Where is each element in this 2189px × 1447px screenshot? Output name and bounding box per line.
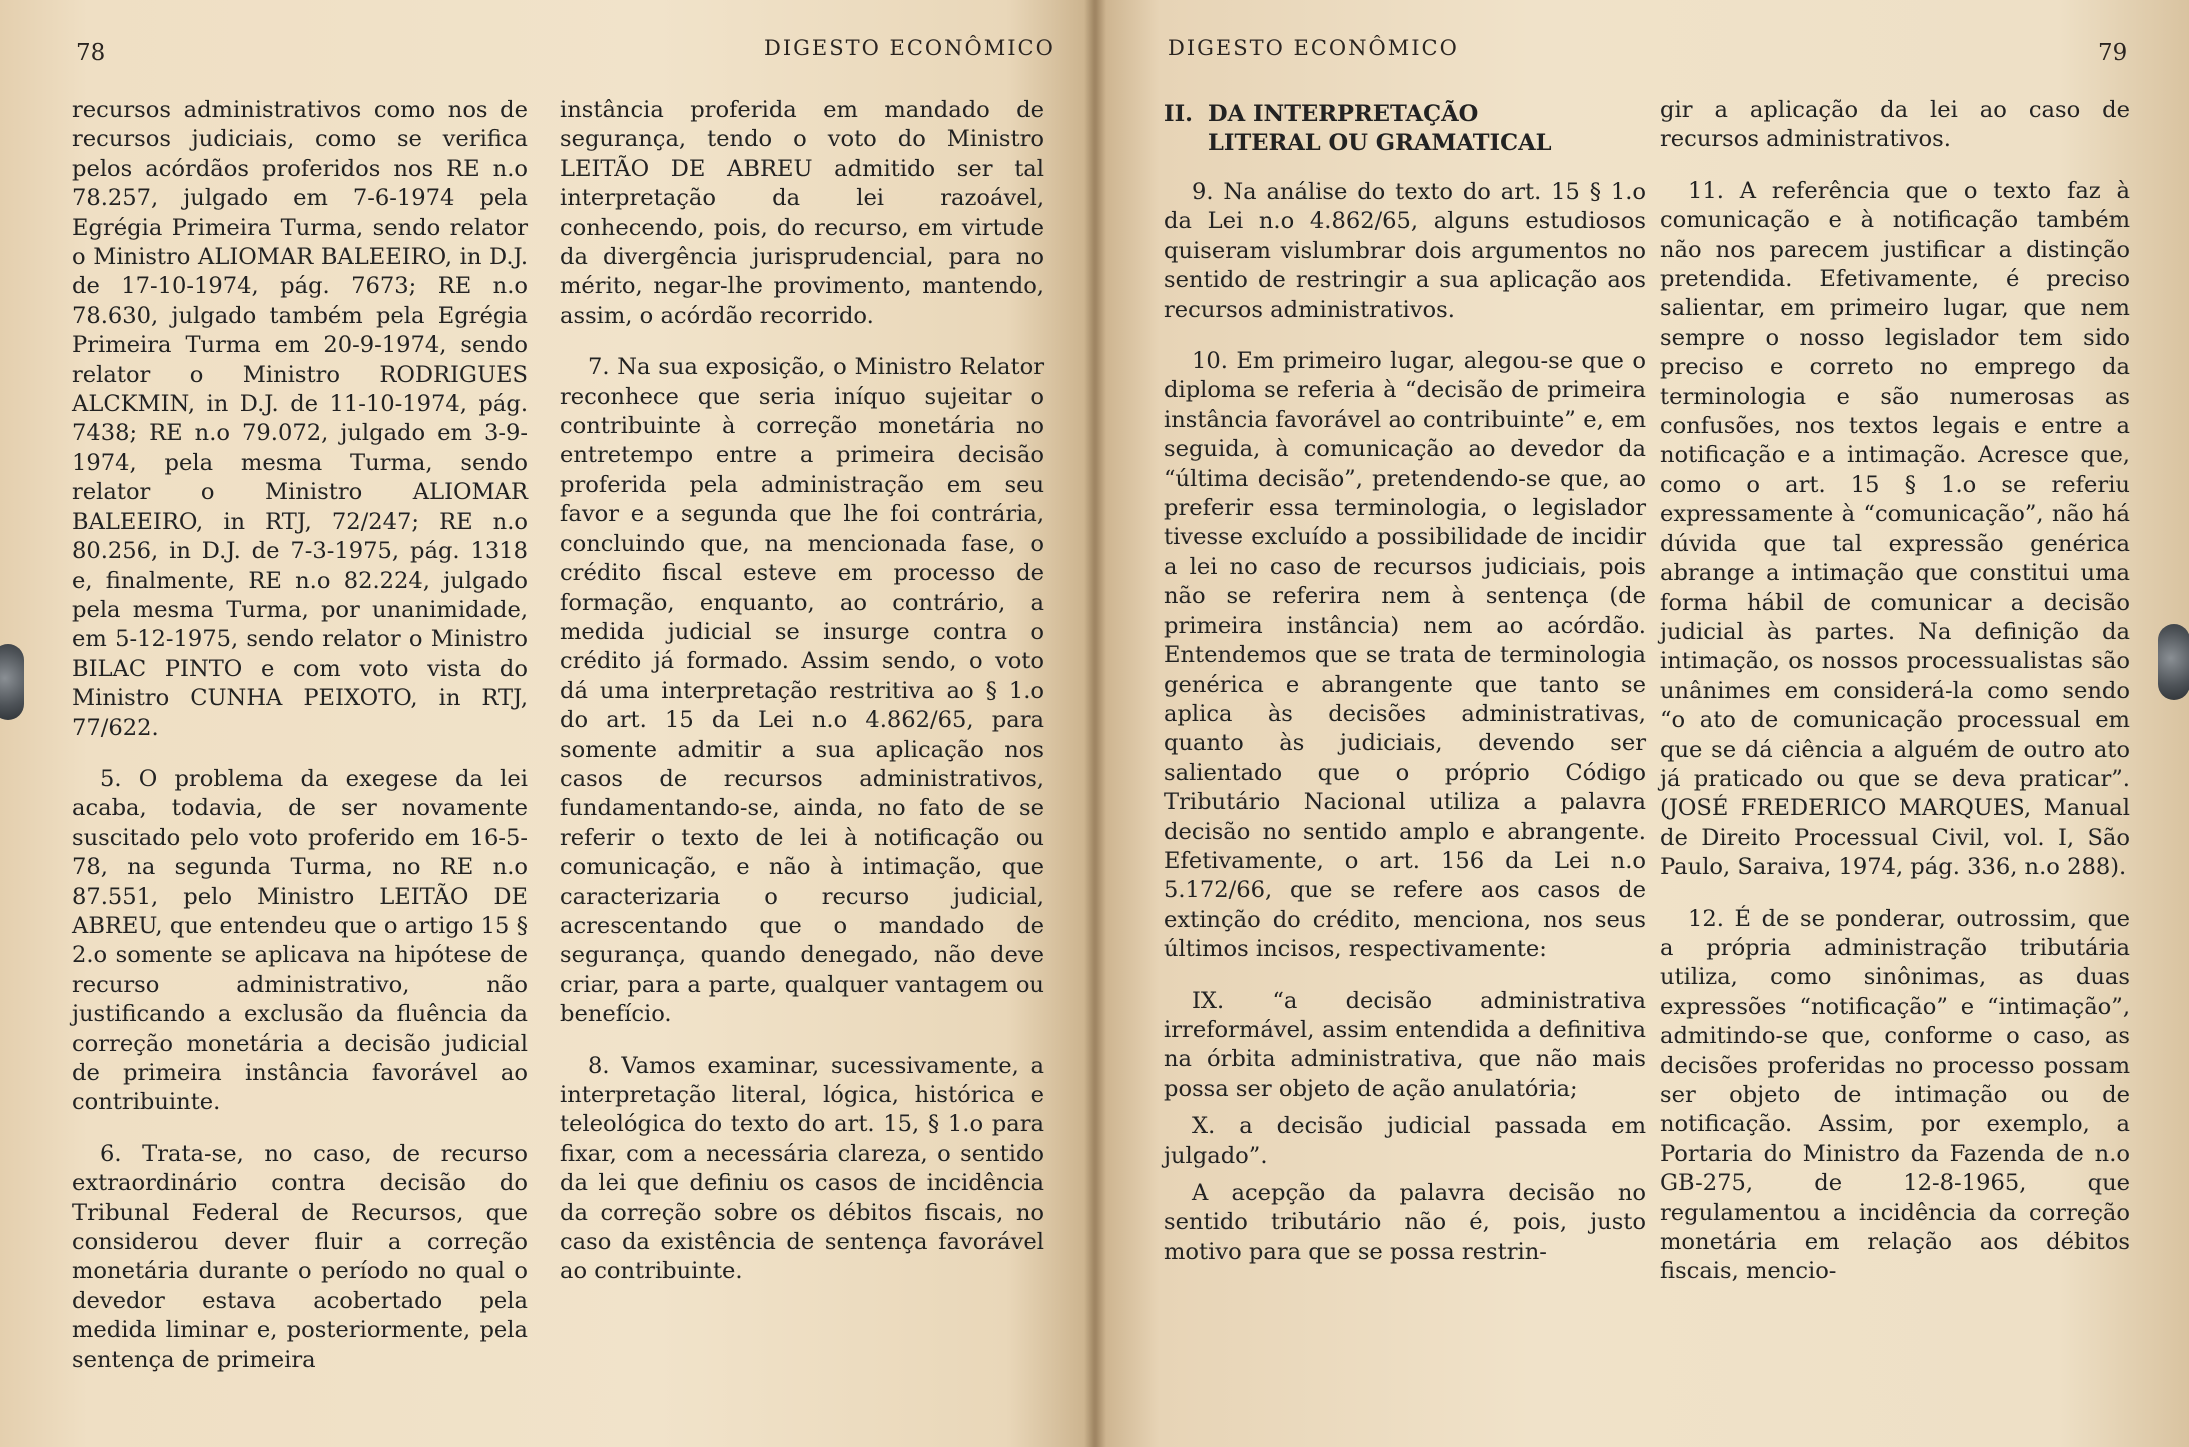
binding-rivet-icon <box>2158 624 2189 700</box>
left-page-column-2 <box>560 96 1044 1309</box>
paragraph: 5. O problema da exegese da lei acaba, todavia, de ser novamente suscitado pelo voto proferido em 16-5-78, na segunda Turma, no RE n.o 87.551, pelo Ministro LEITÃO DE ABREU, que entendeu que o artigo 15 § 2.o somente se aplicava na hipótese de recurso administrativo, não justificando a exclusão da fluência da correção monetária a decisão judicial de primeira instância favorável ao contribuinte. <box>72 765 528 1116</box>
binding-rivet-icon <box>0 644 24 720</box>
book-gutter <box>1084 0 1106 1447</box>
paragraph: 9. Na análise do texto do art. 15 § 1.o da Lei n.o 4.862/65, alguns estudiosos quiseram vislumbrar dois argumentos no sentido de restringir a sua aplicação aos recursos administrativos. <box>1164 179 1646 323</box>
page-number: 79 <box>2098 40 2128 66</box>
paragraph: 7. Na sua exposição, o Ministro Relator reconhece que seria iníquo sujeitar o contribuinte à correção monetária no entretempo entre a primeira decisão proferida pela administração em seu favor e a segunda que lhe foi contrária, concluindo que, na mencionada fase, o crédito fiscal esteve em processo de formação, enquanto, ao contrário, a medida judicial se insurge contra o crédito já formado. Assim sendo, o voto dá uma interpretação restritiva ao § 1.o do art. 15 da Lei n.o 4.862/65, para somente admitir a sua aplicação nos casos de recursos administrativos, fundamentando-se, ainda, no fato de se referir o texto de lei à notificação ou comunicação, e não à intimação, que caracterizaria o recurso judicial, acrescentando que o mandado de segurança, quando denegado, não deve criar, para a parte, qualquer vantagem ou benefício. <box>560 354 1044 1028</box>
left-page <box>0 0 1094 1447</box>
paragraph: 11. A referência que o texto faz à comunicação e à notificação também não nos parecem justificar a distinção pretendida. Efetivamente, é preciso salientar, em primeiro lugar, que nem sempre o nosso legislador tem sido preciso e correto no emprego da terminologia e são numerosas as confusões, nos textos legais e entre a notificação e a intimação. Acresce que, como o art. 15 § 1.o se referiu expressamente à “comunicação”, não há dúvida que tal expressão genérica abrange a intimação que constitui uma forma hábil de comunicar a decisão judicial às partes. Na definição da intimação, os nossos processualistas são unânimes em considerá-la como sendo “o ato de comunicação processual em que se dá ciência a alguém de outro ato já praticado ou que se deva praticar”. (JOSÉ FREDERICO MARQUES, Manual de Direito Processual Civil, vol. I, São Paulo, Saraiva, 1974, pág. 336, n.o 288). <box>1660 177 2130 881</box>
paragraph: gir a aplicação da lei ao caso de recursos administrativos. <box>1660 97 2130 153</box>
paragraph: X. a decisão judicial passada em julgado”. <box>1164 1113 1646 1169</box>
section-number: II. <box>1164 101 1194 127</box>
section-heading <box>1164 100 1646 158</box>
right-page <box>1094 0 2189 1447</box>
right-page-column-1 <box>1164 100 1646 1289</box>
right-page-column-2 <box>1660 96 2130 1309</box>
running-header: DIGESTO ECONÔMICO <box>1168 36 1459 60</box>
paragraph: 10. Em primeiro lugar, alegou-se que o diploma se referia à “decisão de primeira instância favorável ao contribuinte” e, em seguida, à comunicação ao devedor da “última decisão”, pretendendo-se que, ao preferir essa terminologia, o legislador tivesse excluído a possibilidade de incidir a lei no caso de recursos judiciais, pois não se referira nem à sentença (de primeira instância) nem ao acórdão. Entendemos que se trata de terminologia genérica e abrangente que tanto se aplica às decisões administrativas, quanto às judiciais, devendo ser salientado que o próprio Código Tributário Nacional utiliza a palavra decisão no sentido amplo e abrangente. Efetivamente, o art. 156 da Lei n.o 5.172/66, que se refere aos casos de extinção do crédito, menciona, nos seus últimos incisos, respectivamente: <box>1164 348 1646 963</box>
section-title-line-1: DA INTERPRETAÇÃO <box>1208 101 1479 127</box>
paragraph: A acepção da palavra decisão no sentido tributário não é, pois, justo motivo para que se possa restrin- <box>1164 1180 1646 1265</box>
paragraph: instância proferida em mandado de segurança, tendo o voto do Ministro LEITÃO DE ABREU admitido ser tal interpretação da lei razoável, conhecendo, pois, do recurso, em virtude da divergência jurisprudencial, para no mérito, negar-lhe provimento, mantendo, assim, o acórdão recorrido. <box>560 97 1044 329</box>
running-header: DIGESTO ECONÔMICO <box>764 36 1055 60</box>
paragraph: 12. É de se ponderar, outrossim, que a própria administração tributária utiliza, como sinônimas, as duas expressões “notificação” e “intimação”, admitindo-se que, conforme o caso, as decisões proferidas no processo possam ser objeto de intimação ou de notificação. Assim, por exemplo, a Portaria do Ministro da Fazenda de n.o GB-275, de 12-8-1965, que regulamentou a incidência da correção monetária em relação aos débitos fiscais, mencio- <box>1660 905 2130 1285</box>
paragraph: recursos administrativos como nos de recursos judiciais, como se verifica pelos acórdãos proferidos nos RE n.o 78.257, julgado em 7-6-1974 pela Egrégia Primeira Turma, sendo relator o Ministro ALIOMAR BALEEIRO, in D.J. de 17-10-1974, pág. 7673; RE n.o 78.630, julgado também pela Egrégia Primeira Turma em 20-9-1974, sendo relator o Ministro RODRIGUES ALCKMIN, in D.J. de 11-10-1974, pág. 7438; RE n.o 79.072, julgado em 3-9-1974, pela mesma Turma, sendo relator o Ministro ALIOMAR BALEEIRO, in RTJ, 72/247; RE n.o 80.256, in D.J. de 7-3-1975, pág. 1318 e, finalmente, RE n.o 82.224, julgado pela mesma Turma, por unanimidade, em 5-12-1975, sendo relator o Ministro BILAC PINTO e com voto vista do Ministro CUNHA PEIXOTO, in RTJ, 77/622. <box>72 97 528 741</box>
paragraph: IX. “a decisão administrativa irreformável, assim entendida a definitiva na órbita administrativa, que não mais possa ser objeto de ação anulatória; <box>1164 987 1646 1102</box>
section-title-line-2: LITERAL OU GRAMATICAL <box>1208 130 1552 156</box>
left-page-column-1 <box>72 96 528 1397</box>
paragraph: 6. Trata-se, no caso, de recurso extraordinário contra decisão do Tribunal Federal de Recursos, que considerou dever fluir a correção monetária durante o período no qual o devedor estava acobertado pela medida liminar e, posteriormente, pela sentença de primeira <box>72 1140 528 1373</box>
page-number: 78 <box>76 40 106 66</box>
paragraph: 8. Vamos examinar, sucessivamente, a interpretação literal, lógica, histórica e teleológica do texto do art. 15, § 1.o para fixar, com a necessária clareza, o sentido da lei que definiu os casos de incidência da correção sobre os débitos fiscais, no caso da existência de sentença favorável ao contribuinte. <box>560 1052 1044 1285</box>
